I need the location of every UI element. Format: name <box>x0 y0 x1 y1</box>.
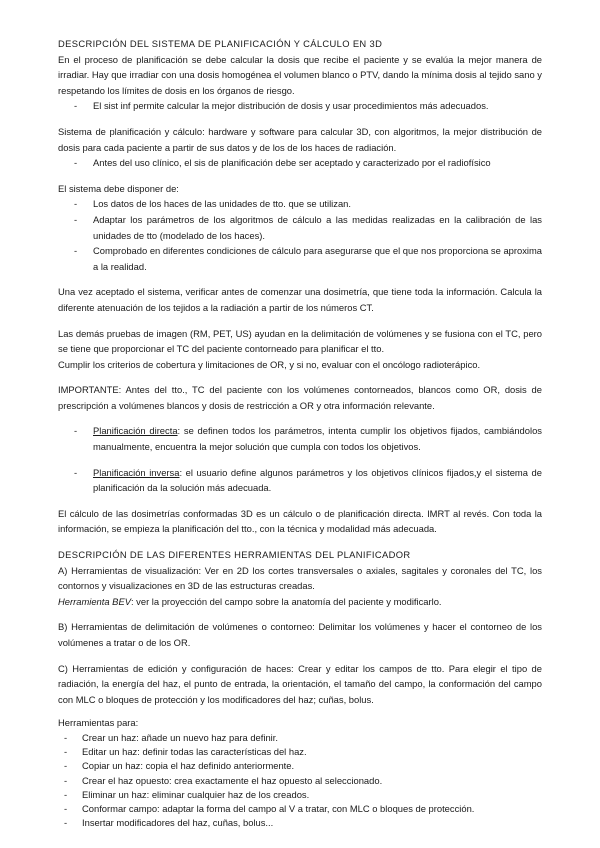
bullet-inverse-planning <box>58 465 542 496</box>
bullet-direct-planning <box>58 423 542 454</box>
paragraph-planning-definition: Sistema de planificación y cálculo: hardware y software para calcular 3D, con algoritmos, la mejor distribución de dosis para cada paciente a partir de sus datos y de los de los haces de radiación. <box>58 125 542 153</box>
tool-item-create-beam: - Crear un haz: añade un nuevo haz para definir. <box>58 731 542 745</box>
tool-item-delete-beam: - Eliminar un haz: eliminar cualquier haz de los creados. <box>58 788 542 802</box>
bullet-beam-data: - Los datos de los haces de las unidades de tto. que se utilizan. <box>58 196 542 212</box>
tool-item-opposite-beam: - Crear el haz opuesto: crea exactamente el haz opuesto al seleccionado. <box>58 774 542 788</box>
document-body <box>58 36 542 830</box>
text-direct-planning: : se definen todos los parámetros, intenta cumplir los objetivos fijados, cambiándolos manualmente, encuentra la mejor solución que cumpla con todos los objetivos. <box>93 425 542 453</box>
bullet-clinical-acceptance: - Antes del uso clínico, el sis de planificación debe ser aceptado y caracterizado por el radiofísico <box>58 155 542 171</box>
tool-item-modifiers: - Insertar modificadores del haz, cuñas, bolus... <box>58 816 542 830</box>
paragraph-important: IMPORTANTE: Antes del tto., TC del paciente con los volúmenes contorneados, blancos como OR, dosis de prescripción a volúmenes blancos y dosis de restricción a OR y otra información relevante. <box>58 384 542 411</box>
text-bev: : ver la proyección del campo sobre la anatomía del paciente y modificarlo. <box>130 595 442 607</box>
tool-item-copy-beam: - Copiar un haz: copia el haz definido anteriormente. <box>58 759 542 773</box>
term-inverse-planning: Planificación inversa <box>93 466 180 478</box>
text-inverse-planning: : el usuario define algunos parámetros y los objetivos clínicos fijados,y el sistema de planificación da la solución más adecuada. <box>93 466 542 494</box>
paragraph-system-requirements-intro: El sistema debe disponer de: <box>58 182 179 194</box>
paragraph-bev-tool <box>58 594 542 610</box>
term-direct-planning: Planificación directa <box>93 425 178 437</box>
paragraph-visualization-tools: A) Herramientas de visualización: Ver en 2D los cortes transversales o axiales, sagitales y coronales del TC, los contornos y visualizaciones en 3D de las estructuras creadas. <box>58 564 542 592</box>
section-heading-planner-tools: DESCRIPCIÓN DE LAS DIFERENTES HERRAMIENTAS DEL PLANIFICADOR <box>58 549 411 561</box>
term-bev: Herramienta BEV <box>58 595 131 607</box>
paragraph-contouring-tools: B) Herramientas de delimitación de volúmenes o contorneo: Delimitar los volúmenes y hacer el contorneo de los volúmenes a tratar o de los OR. <box>58 621 542 648</box>
tools-intro: Herramientas para: <box>58 717 139 729</box>
bullet-info-system: - El sist inf permite calcular la mejor distribución de dosis y usar procedimientos más adecuados. <box>58 98 542 114</box>
bullet-verified-conditions: - Comprobado en diferentes condiciones de cálculo para asegurarse que el que nos proporciona se aproxima a la realidad. <box>58 243 542 274</box>
tool-item-conform-field: - Conformar campo: adaptar la forma del campo al V a tratar, con MLC o bloques de protección. <box>58 802 542 816</box>
paragraph-imaging-tests: Las demás pruebas de imagen (RM, PET, US) ayudan en la delimitación de volúmenes y se fusiona con el TC, pero se tiene que proporcionar el TC del paciente contorneado para planificar el tto. <box>58 327 542 355</box>
bullet-algorithm-parameters: - Adaptar los parámetros de los algoritmos de cálculo a las medidas realizadas en la calibración de las unidades de tto (modelado de los haces). <box>58 212 542 243</box>
paragraph-planning-process: En el proceso de planificación se debe calcular la dosis que recibe el paciente y se evalúa la mejor manera de irradiar. Hay que irradiar con una dosis homogénea el volumen blanco o PTV, dando la mínima dosis al tejido sano y respetando los límites de dosis en los órganos de riesgo. <box>58 53 542 96</box>
tool-item-edit-beam: - Editar un haz: definir todas las características del haz. <box>58 745 542 759</box>
paragraph-verification: Una vez aceptado el sistema, verificar antes de comenzar una dosimetría, que tiene toda la información. Calcula la diferente atenuación de los tejidos a la radiación a partir de los números CT. <box>58 286 542 313</box>
paragraph-3d-calculation: El cálculo de las dosimetrías conformadas 3D es un cálculo o de planificación directa. IMRT al revés. Con toda la información, se empieza la planificación del tto., con la técnica y modalidad más adecuada. <box>58 507 542 535</box>
paragraph-beam-tools: C) Herramientas de edición y configuración de haces: Crear y editar los campos de tto. Para elegir el tipo de radiación, la energía del haz, el punto de entrada, la orientación, el tamaño del campo, la conformación del campo con MLC o bloques de protección y los modificadores del haz; cuñas, bolus. <box>58 662 542 705</box>
paragraph-coverage-criteria: Cumplir los criterios de cobertura y limitaciones de OR, y si no, evaluar con el oncólogo radioterápico. <box>58 358 481 370</box>
section-heading-planning-system: DESCRIPCIÓN DEL SISTEMA DE PLANIFICACIÓN Y CÁLCULO EN 3D <box>58 38 383 49</box>
